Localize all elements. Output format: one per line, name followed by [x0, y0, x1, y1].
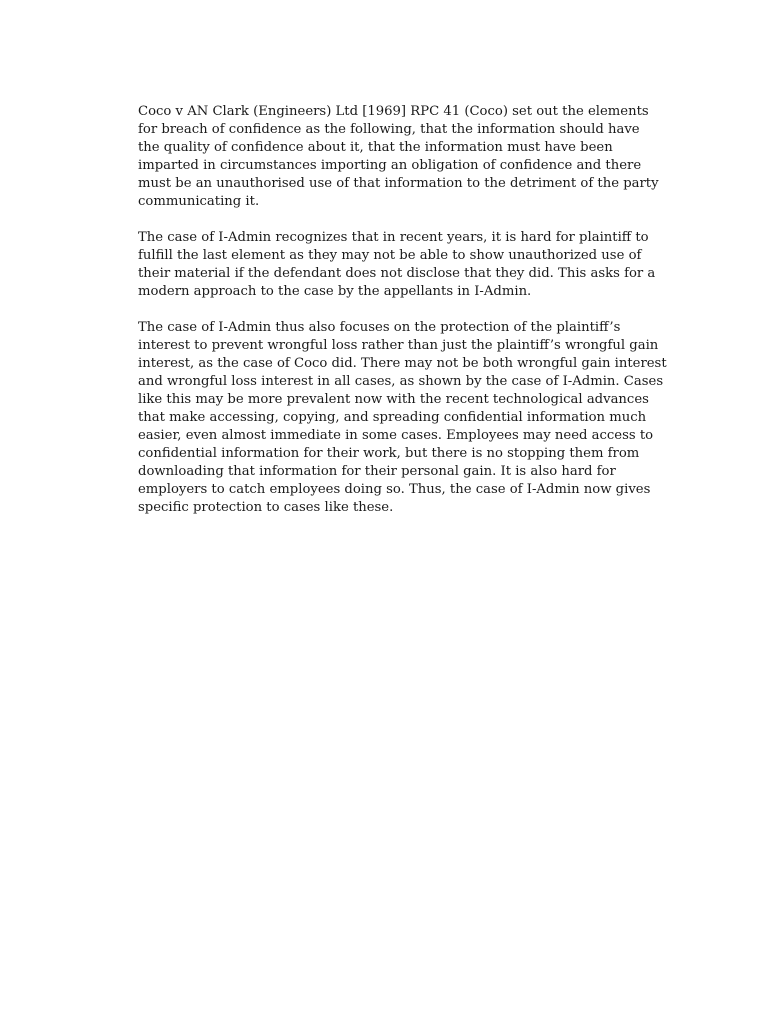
text-line: and wrongful loss interest in all cases, as shown by the case of I-Admin. Cases	[138, 374, 664, 389]
document-body	[138, 103, 668, 535]
text-line: that make accessing, copying, and spreading confidential information much	[138, 410, 647, 425]
paragraph-i-admin-recognition	[138, 229, 668, 301]
paragraph-wrongful-loss-protection	[138, 319, 668, 517]
text-line: confidential information for their work, but there is no stopping them from	[138, 446, 640, 461]
text-line: for breach of confidence as the following, that the information should have	[138, 122, 640, 137]
text-line: easier, even almost immediate in some cases. Employees may need access to	[138, 428, 654, 443]
paragraph-coco-elements	[138, 103, 668, 211]
text-line: Coco v AN Clark (Engineers) Ltd [1969] RPC 41 (Coco) set out the elements	[138, 104, 649, 119]
text-line: their material if the defendant does not disclose that they did. This asks for a	[138, 266, 656, 281]
text-line: interest, as the case of Coco did. There may not be both wrongful gain interest	[138, 356, 667, 371]
text-line: must be an unauthorised use of that information to the detriment of the party	[138, 176, 659, 191]
text-line: communicating it.	[138, 194, 260, 209]
text-line: fulfill the last element as they may not be able to show unauthorized use of	[138, 248, 642, 263]
text-line: employers to catch employees doing so. Thus, the case of I-Admin now gives	[138, 482, 651, 497]
text-line: interest to prevent wrongful loss rather than just the plaintiff’s wrongful gain	[138, 338, 659, 353]
text-line: The case of I-Admin thus also focuses on the protection of the plaintiff’s	[138, 320, 621, 335]
text-line: like this may be more prevalent now with the recent technological advances	[138, 392, 649, 407]
text-line: imparted in circumstances importing an obligation of confidence and there	[138, 158, 642, 173]
text-line: the quality of confidence about it, that the information must have been	[138, 140, 613, 155]
text-line: The case of I-Admin recognizes that in recent years, it is hard for plaintiff to	[138, 230, 649, 245]
text-line: specific protection to cases like these.	[138, 500, 394, 515]
text-line: modern approach to the case by the appellants in I-Admin.	[138, 284, 532, 299]
text-line: downloading that information for their personal gain. It is also hard for	[138, 464, 616, 479]
